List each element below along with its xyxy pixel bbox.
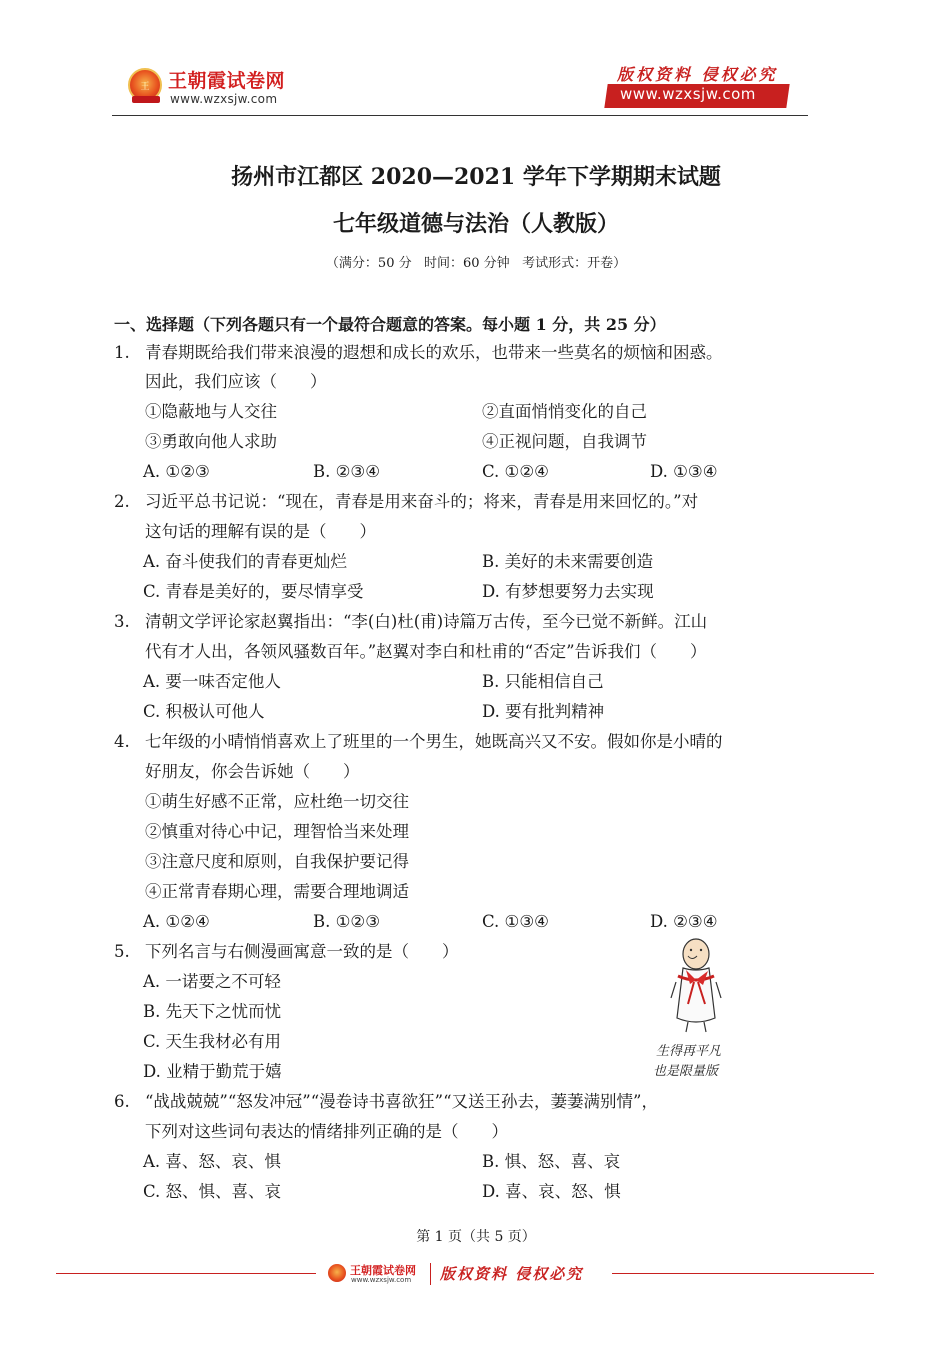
logo-ribbon [132, 96, 160, 103]
cartoon-caption: 生得再平凡 [656, 1044, 722, 1059]
answer-option[interactable]: C. 青春是美好的，要尽情享受 [143, 582, 364, 601]
answer-option[interactable]: B. 先天下之忧而忧 [143, 1002, 282, 1021]
question-number: 3. [114, 612, 130, 631]
statement-item: ①隐蔽地与人交往 [145, 402, 277, 421]
answer-option[interactable]: D. 喜、哀、怒、惧 [482, 1182, 621, 1201]
question-text: 七年级的小晴悄悄喜欢上了班里的一个男生，她既高兴又不安。假如你是小晴的 [145, 732, 723, 751]
question-text: 下列名言与右侧漫画寓意一致的是（ ） [145, 942, 459, 961]
answer-option[interactable]: C. ①③④ [482, 912, 549, 931]
statement-item: ④正视问题，自我调节 [482, 432, 647, 451]
answer-option[interactable]: B. 惧、怒、喜、哀 [482, 1152, 621, 1171]
answer-option[interactable]: D. 要有批判精神 [482, 702, 605, 721]
question-number: 5. [114, 942, 130, 961]
question-text: 下列对这些词句表达的情绪排列正确的是（ ） [145, 1122, 508, 1141]
logo-name: 王朝霞试卷网 [168, 70, 286, 92]
question-number: 2. [114, 492, 130, 511]
cartoon-caption: 也是限量版 [653, 1064, 719, 1079]
footer-logo-name: 王朝霞试卷网 [350, 1264, 416, 1277]
answer-option[interactable]: B. ②③④ [313, 462, 380, 481]
footer-divider [56, 1273, 316, 1274]
answer-option[interactable]: B. ①②③ [313, 912, 380, 931]
answer-option[interactable]: D. 业精于勤荒于嬉 [143, 1062, 282, 1081]
statement-item: ②慎重对待心中记，理智恰当来处理 [145, 822, 409, 841]
question-number: 6. [114, 1092, 130, 1111]
question-text: 好朋友，你会告诉她（ ） [145, 762, 360, 781]
section-heading: 一、选择题（下列各题只有一个最符合题意的答案。每小题 1 分，共 25 分） [114, 315, 666, 334]
page-title: 扬州市江都区 2020—2021 学年下学期期末试题 [231, 164, 721, 190]
page-subtitle: 七年级道德与法治（人教版） [332, 211, 619, 237]
question-text: 习近平总书记说：“现在，青春是用来奋斗的；将来，青春是用来回忆的。”对 [145, 492, 699, 511]
answer-option[interactable]: C. ①②④ [482, 462, 549, 481]
footer-divider [612, 1273, 874, 1274]
footer-copyright: 版权资料 侵权必究 [440, 1265, 584, 1283]
statement-item: ③勇敢向他人求助 [145, 432, 277, 451]
answer-option[interactable]: D. ②③④ [650, 912, 718, 931]
answer-option[interactable]: A. 一诺要之不可轻 [143, 972, 281, 991]
copyright-notice: 版权资料 侵权必究 [617, 65, 778, 84]
question-number: 1. [114, 343, 130, 362]
answer-option[interactable]: D. 有梦想要努力去实现 [482, 582, 654, 601]
answer-option[interactable]: B. 美好的未来需要创造 [482, 552, 654, 571]
cartoon-figure-icon [648, 936, 748, 1036]
statement-item: ④正常青春期心理，需要合理地调适 [145, 882, 409, 901]
question-text: 清朝文学评论家赵翼指出：“李(白)杜(甫)诗篇万古传，至今已觉不新鲜。江山 [145, 612, 708, 631]
question-number: 4. [114, 732, 130, 751]
url-banner-text: www.wzxsjw.com [620, 85, 756, 103]
answer-option[interactable]: A. 奋斗使我们的青春更灿烂 [143, 552, 347, 571]
question-text: 青春期既给我们带来浪漫的遐想和成长的欢乐，也带来一些莫名的烦恼和困惑。 [145, 343, 723, 362]
page-number: 第 1 页（共 5 页） [416, 1229, 536, 1245]
statement-item: ③注意尺度和原则，自我保护要记得 [145, 852, 409, 871]
question-text: “战战兢兢”“怒发冲冠”“漫卷诗书喜欲狂”“又送王孙去，萋萋满别情”， [145, 1092, 658, 1111]
exam-info: （满分：50 分 时间：60 分钟 考试形式：开卷） [325, 256, 627, 271]
logo-badge-icon: 王 [128, 68, 162, 102]
answer-option[interactable]: B. 只能相信自己 [482, 672, 604, 691]
statement-item: ①萌生好感不正常，应杜绝一切交往 [145, 792, 409, 811]
answer-option[interactable]: D. ①③④ [650, 462, 718, 481]
answer-option[interactable]: A. ①②③ [143, 462, 210, 481]
footer-logo-url: www.wzxsjw.com [351, 1276, 412, 1284]
footer-separator [430, 1263, 431, 1285]
statement-item: ②直面悄悄变化的自己 [482, 402, 647, 421]
question-text: 这句话的理解有误的是（ ） [145, 522, 376, 541]
header-divider [112, 115, 808, 116]
logo-url: www.wzxsjw.com [170, 92, 278, 106]
answer-option[interactable]: C. 天生我材必有用 [143, 1032, 282, 1051]
answer-option[interactable]: A. 要一味否定他人 [143, 672, 281, 691]
question-text: 因此，我们应该（ ） [145, 372, 327, 391]
footer-logo-icon [328, 1264, 346, 1282]
answer-option[interactable]: A. ①②④ [143, 912, 210, 931]
answer-option[interactable]: C. 积极认可他人 [143, 702, 265, 721]
answer-option[interactable]: A. 喜、怒、哀、惧 [143, 1152, 281, 1171]
answer-option[interactable]: C. 怒、惧、喜、哀 [143, 1182, 282, 1201]
question-text: 代有才人出，各领风骚数百年。”赵翼对李白和杜甫的“否定”告诉我们（ ） [145, 642, 707, 661]
